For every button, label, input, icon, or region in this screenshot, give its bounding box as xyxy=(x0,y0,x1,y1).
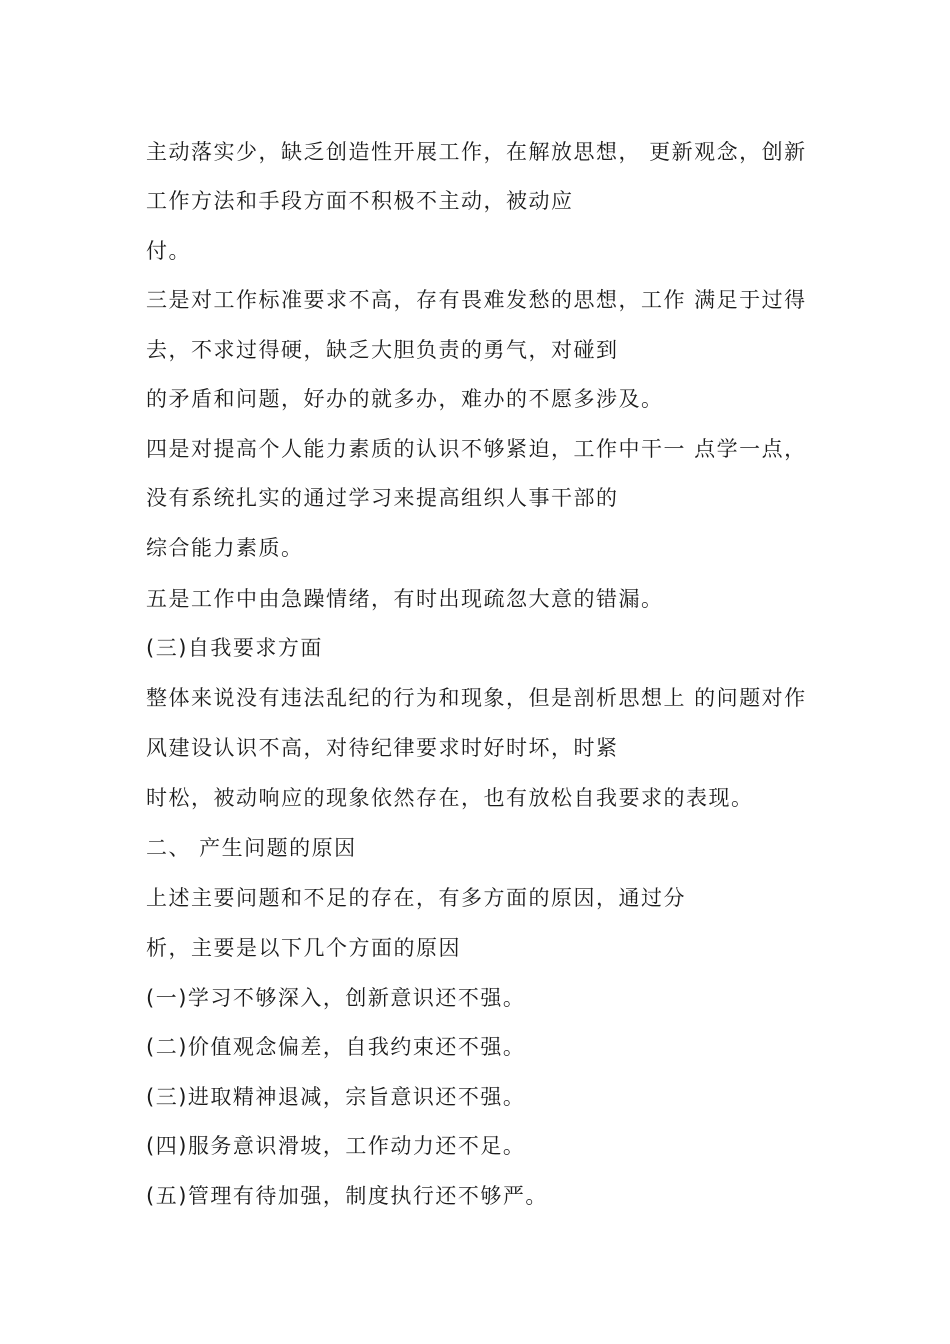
list-item: (一)学习不够深入，创新意识还不强。 xyxy=(146,986,526,1010)
text-line: 析，主要是以下几个方面的原因 xyxy=(146,936,461,960)
list-item: (五)管理有待加强，制度执行还不够严。 xyxy=(146,1184,548,1208)
text-line: 的矛盾和问题，好办的就多办，难办的不愿多涉及。 xyxy=(146,387,664,411)
text-line: 工作方法和手段方面不积极不主动，被动应 xyxy=(146,189,574,213)
text-line: 主动落实少，缺乏创造性开展工作，在解放思想， 更新观念，创新 xyxy=(146,140,807,164)
text-line: 风建设认识不高，对待纪律要求时好时坏，时紧 xyxy=(146,736,619,760)
text-line: 四是对提高个人能力素质的认识不够紧迫，工作中干一 点学一点， xyxy=(146,437,807,461)
list-item: (三)进取精神退减，宗旨意识还不强。 xyxy=(146,1085,526,1109)
text-line: 综合能力素质。 xyxy=(146,536,304,560)
text-line: 三是对工作标准要求不高，存有畏难发愁的思想，工作 满足于过得 xyxy=(146,288,807,312)
text-line: 去，不求过得硬，缺乏大胆负责的勇气，对碰到 xyxy=(146,338,619,362)
section-heading: (三)自我要求方面 xyxy=(146,636,323,660)
list-item: (四)服务意识滑坡，工作动力还不足。 xyxy=(146,1134,526,1158)
section-heading: 二、 产生问题的原因 xyxy=(146,836,357,860)
text-line: 没有系统扎实的通过学习来提高组织人事干部的 xyxy=(146,486,619,510)
text-line: 整体来说没有违法乱纪的行为和现象，但是剖析思想上 的问题对作 xyxy=(146,686,807,710)
text-line: 上述主要问题和不足的存在，有多方面的原因，通过分 xyxy=(146,886,686,910)
text-line: 五是工作中由急躁情绪，有时出现疏忽大意的错漏。 xyxy=(146,587,664,611)
text-line: 付。 xyxy=(146,239,191,263)
list-item: (二)价值观念偏差，自我约束还不强。 xyxy=(146,1035,526,1059)
text-line: 时松，被动响应的现象依然存在，也有放松自我要求的表现。 xyxy=(146,786,754,810)
